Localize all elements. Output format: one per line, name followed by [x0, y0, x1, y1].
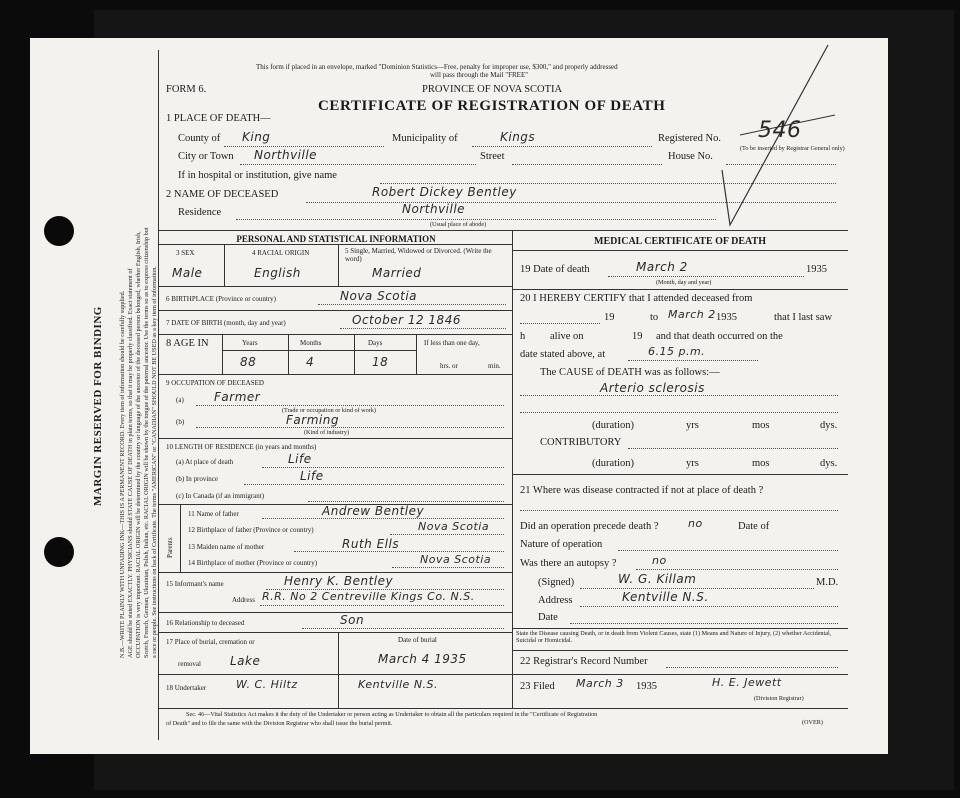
division-registrar-note: (Division Registrar) [754, 695, 804, 702]
mother-name-label: 13 Maiden name of mother [188, 543, 265, 551]
dys-label-1: dys. [820, 420, 838, 431]
place-of-death-heading: 1 PLACE OF DEATH— [166, 113, 271, 124]
binding-margin-label: MARGIN RESERVED FOR BINDING [92, 306, 104, 506]
at-place-label: (a) At place of death [176, 458, 234, 466]
violent-causes-note: State the Disease causing Death, or in death from Violent Causes, state (1) Means and Nature of Injury, (2) whether Accidental, Suicidal or Homicidal. [516, 630, 832, 645]
burial-label: 17 Place of burial, cremation or [166, 638, 255, 646]
father-name-label: 11 Name of father [188, 510, 239, 518]
father-birthplace-label: 12 Birthplace of father (Province or country) [188, 526, 314, 534]
date-of-burial-value: March 4 1935 [378, 652, 467, 666]
margin-instruction: AGE should be stated EXACTLY. PHYSICIANS should STATE CAUSE OF DEATH in plain terms, so that it may be properly classified. Exact statement of [127, 268, 134, 658]
duration-label-1: (duration) [592, 420, 634, 431]
county-label: County of [178, 133, 221, 144]
signed-label: (Signed) [538, 577, 575, 588]
record-number-label: 22 Registrar's Record Number [520, 656, 648, 667]
margin-divider [158, 50, 159, 740]
yrs-label-2: yrs [686, 458, 699, 469]
date-stated-label: date stated above, at [520, 349, 606, 360]
removal-label: removal [178, 660, 201, 668]
date-of-burial-label: Date of burial [398, 636, 437, 644]
occupation-label: 9 OCCUPATION OF DECEASED [166, 379, 264, 387]
binder-hole-bottom [44, 537, 74, 567]
operation-label: Did an operation precede death ? [520, 521, 659, 532]
dob-value: October 12 1846 [352, 313, 461, 327]
undertaker-place-value: Kentville N.S. [358, 678, 439, 691]
min-label: min. [488, 362, 501, 370]
undertaker-value: W. C. Hiltz [236, 678, 298, 691]
hrs-label: hrs. or [440, 362, 458, 370]
nineteen-1: 19 [604, 312, 615, 323]
md-label: M.D. [816, 577, 839, 588]
less-than-day-label: If less than one day, [424, 339, 480, 347]
in-province-value: Life [300, 469, 324, 483]
sex-label: 3 SEX [176, 249, 195, 257]
signed-value: W. G. Killam [618, 572, 697, 586]
envelope-notice-2: will pass through the Mail "FREE" [430, 71, 529, 79]
occupation-b-note: (Kind of industry) [304, 429, 350, 436]
county-value: King [242, 130, 271, 144]
occupation-a-value: Farmer [214, 390, 261, 404]
in-province-label: (b) In province [176, 475, 218, 483]
registrar-signature: H. E. Jewett [712, 676, 782, 689]
occupation-b-label: (b) [176, 418, 185, 426]
city-value: Northville [254, 148, 318, 162]
house-number-label: House No. [668, 151, 713, 162]
nineteen-2: 19 [632, 331, 643, 342]
city-label: City or Town [178, 151, 234, 162]
alive-on-label: alive on [550, 331, 584, 342]
mother-name-value: Ruth Ells [342, 537, 400, 551]
deceased-name-value: Robert Dickey Bentley [372, 185, 517, 199]
occupation-a-note: (Trade or occupation or kind of work) [282, 407, 376, 414]
months-label: Months [300, 339, 322, 347]
date-line-label: Date [538, 612, 558, 623]
cause-label: The CAUSE of DEATH was as follows:— [540, 367, 720, 378]
cause-value: Arterio sclerosis [600, 381, 705, 395]
sex-value: Male [172, 266, 203, 280]
date-of-death-year: 1935 [806, 264, 827, 275]
relationship-value: Son [340, 613, 365, 627]
birthplace-label: 6 BIRTHPLACE (Province or country) [166, 295, 277, 303]
doctor-address-value: Kentville N.S. [622, 590, 709, 604]
h-label: h [520, 331, 526, 342]
deceased-name-label: 2 NAME OF DECEASED [166, 189, 279, 200]
years-value: 88 [240, 355, 257, 369]
certify-label: 20 I HEREBY CERTIFY that I attended deceased from [520, 293, 753, 304]
mother-birthplace-label: 14 Birthplace of mother (Province or country) [188, 559, 318, 567]
form-number: FORM 6. [166, 84, 207, 95]
date-of-label: Date of [738, 521, 770, 532]
mos-label-2: mos [752, 458, 770, 469]
to-year: 1935 [716, 312, 737, 323]
margin-instruction: a race or people. See instructions on back of Certificate. The terms "AMERICAN" or "CANADIAN" SHOULD NOT BE USED as a key item of information. [151, 266, 158, 658]
binder-hole-top [44, 216, 74, 246]
informant-address-value: R.R. No 2 Centreville Kings Co. N.S. [262, 590, 475, 603]
filed-year: 1935 [636, 681, 657, 692]
days-value: 18 [372, 355, 389, 369]
doctor-address-label: Address [538, 595, 573, 606]
last-saw-label: that I last saw [774, 312, 833, 323]
contributory-label: CONTRIBUTORY [540, 437, 622, 448]
informant-address-label: Address [232, 596, 255, 604]
medical-heading: MEDICAL CERTIFICATE OF DEATH [594, 236, 766, 247]
margin-instruction: OCCUPATION is very important. RACIAL ORIGIN will be determined by the country or language of the ancestor of the deceased person belonged, whether English, Irish, [135, 231, 142, 658]
to-date-value: March 2 [668, 308, 716, 321]
days-label: Days [368, 339, 383, 347]
date-of-death-note: (Month, day and year) [656, 279, 712, 286]
filed-label: 23 Filed [520, 681, 555, 692]
margin-instruction: Scotch, French, German, Ukrainian, Polish, Italian, etc. RACIAL ORIGIN will be shown by the tongue of the paternal ancestor. Use the terms so as to express citizenship but [143, 227, 150, 658]
margin-instruction: N.B.—WRITE PLAINLY WITH UNFADING INK—THIS IS A PERMANENT RECORD. Every item of information should be carefully supplied. [119, 290, 126, 658]
registered-note: (To be inserted by Registrar General only) [740, 145, 845, 152]
occurred-label: and that death occurred on the [656, 331, 783, 342]
autopsy-value: no [652, 554, 667, 567]
relationship-label: 16 Relationship to deceased [166, 619, 245, 627]
sec46-footer: Sec. 46—Vital Statistics Act makes it the duty of the Undertaker or person acting as Undertaker to obtain all the particulars required in the "Certificate of Registration [186, 711, 598, 718]
dys-label-2: dys. [820, 458, 838, 469]
age-label: 8 AGE IN [166, 338, 209, 349]
registered-number-value: 546 [758, 118, 802, 143]
operation-value: no [688, 517, 703, 530]
sec46-footer-2: of Death" and to file the same with the Division Registrar who shall issue the burial permit. [166, 720, 393, 727]
undertaker-label: 18 Undertaker [166, 684, 207, 692]
page-title: CERTIFICATE OF REGISTRATION OF DEATH [318, 98, 666, 114]
residence-length-label: 10 LENGTH OF RESIDENCE (in years and months) [166, 443, 317, 451]
contracted-label: 21 Where was disease contracted if not at place of death ? [520, 485, 764, 496]
nature-label: Nature of operation [520, 539, 603, 550]
at-place-value: Life [288, 452, 312, 466]
residence-note: (Usual place of abode) [430, 221, 487, 228]
birthplace-value: Nova Scotia [340, 289, 418, 303]
parents-label: Parents [166, 537, 174, 558]
yrs-label-1: yrs [686, 420, 699, 431]
municipality-value: Kings [500, 130, 536, 144]
father-birthplace-value: Nova Scotia [418, 520, 490, 533]
autopsy-label: Was there an autopsy ? [520, 558, 617, 569]
months-value: 4 [306, 355, 315, 369]
mos-label-1: mos [752, 420, 770, 431]
date-of-death-label: 19 Date of death [520, 264, 590, 275]
burial-place-value: Lake [230, 654, 261, 668]
to-label: to [650, 312, 659, 323]
envelope-notice: This form if placed in an envelope, marked "Dominion Statistics—Free, penalty for improper use, $300," and properly addressed [256, 63, 618, 71]
informant-value: Henry K. Bentley [284, 574, 394, 588]
status-value: Married [372, 266, 422, 280]
filed-date-value: March 3 [576, 677, 624, 690]
municipality-label: Municipality of [392, 133, 458, 144]
occupation-a-label: (a) [176, 396, 184, 404]
father-name-value: Andrew Bentley [322, 504, 425, 518]
racial-value: English [254, 266, 301, 280]
personal-heading: PERSONAL AND STATISTICAL INFORMATION [236, 234, 436, 244]
status-label: 5 Single, Married, Widowed or Divorced. (Write the word) [345, 247, 492, 264]
residence-label: Residence [178, 207, 222, 218]
mother-birthplace-value: Nova Scotia [420, 553, 492, 566]
in-canada-label: (c) In Canada (if an immigrant) [176, 492, 265, 500]
duration-label-2: (duration) [592, 458, 634, 469]
time-of-death-value: 6.15 p.m. [648, 345, 706, 358]
hospital-label: If in hospital or institution, give name [178, 170, 337, 181]
racial-label: 4 RACIAL ORIGIN [252, 249, 310, 257]
informant-label: 15 Informant's name [166, 580, 224, 588]
registered-number-label: Registered No. [658, 133, 721, 144]
street-label: Street [480, 151, 505, 162]
years-label: Years [242, 339, 258, 347]
date-of-death-value: March 2 [636, 260, 688, 274]
dob-label: 7 DATE OF BIRTH (month, day and year) [166, 319, 286, 327]
occupation-b-value: Farming [286, 413, 339, 427]
residence-value: Northville [402, 202, 466, 216]
over-label: (OVER) [802, 719, 823, 726]
province-heading: PROVINCE OF NOVA SCOTIA [422, 84, 563, 95]
